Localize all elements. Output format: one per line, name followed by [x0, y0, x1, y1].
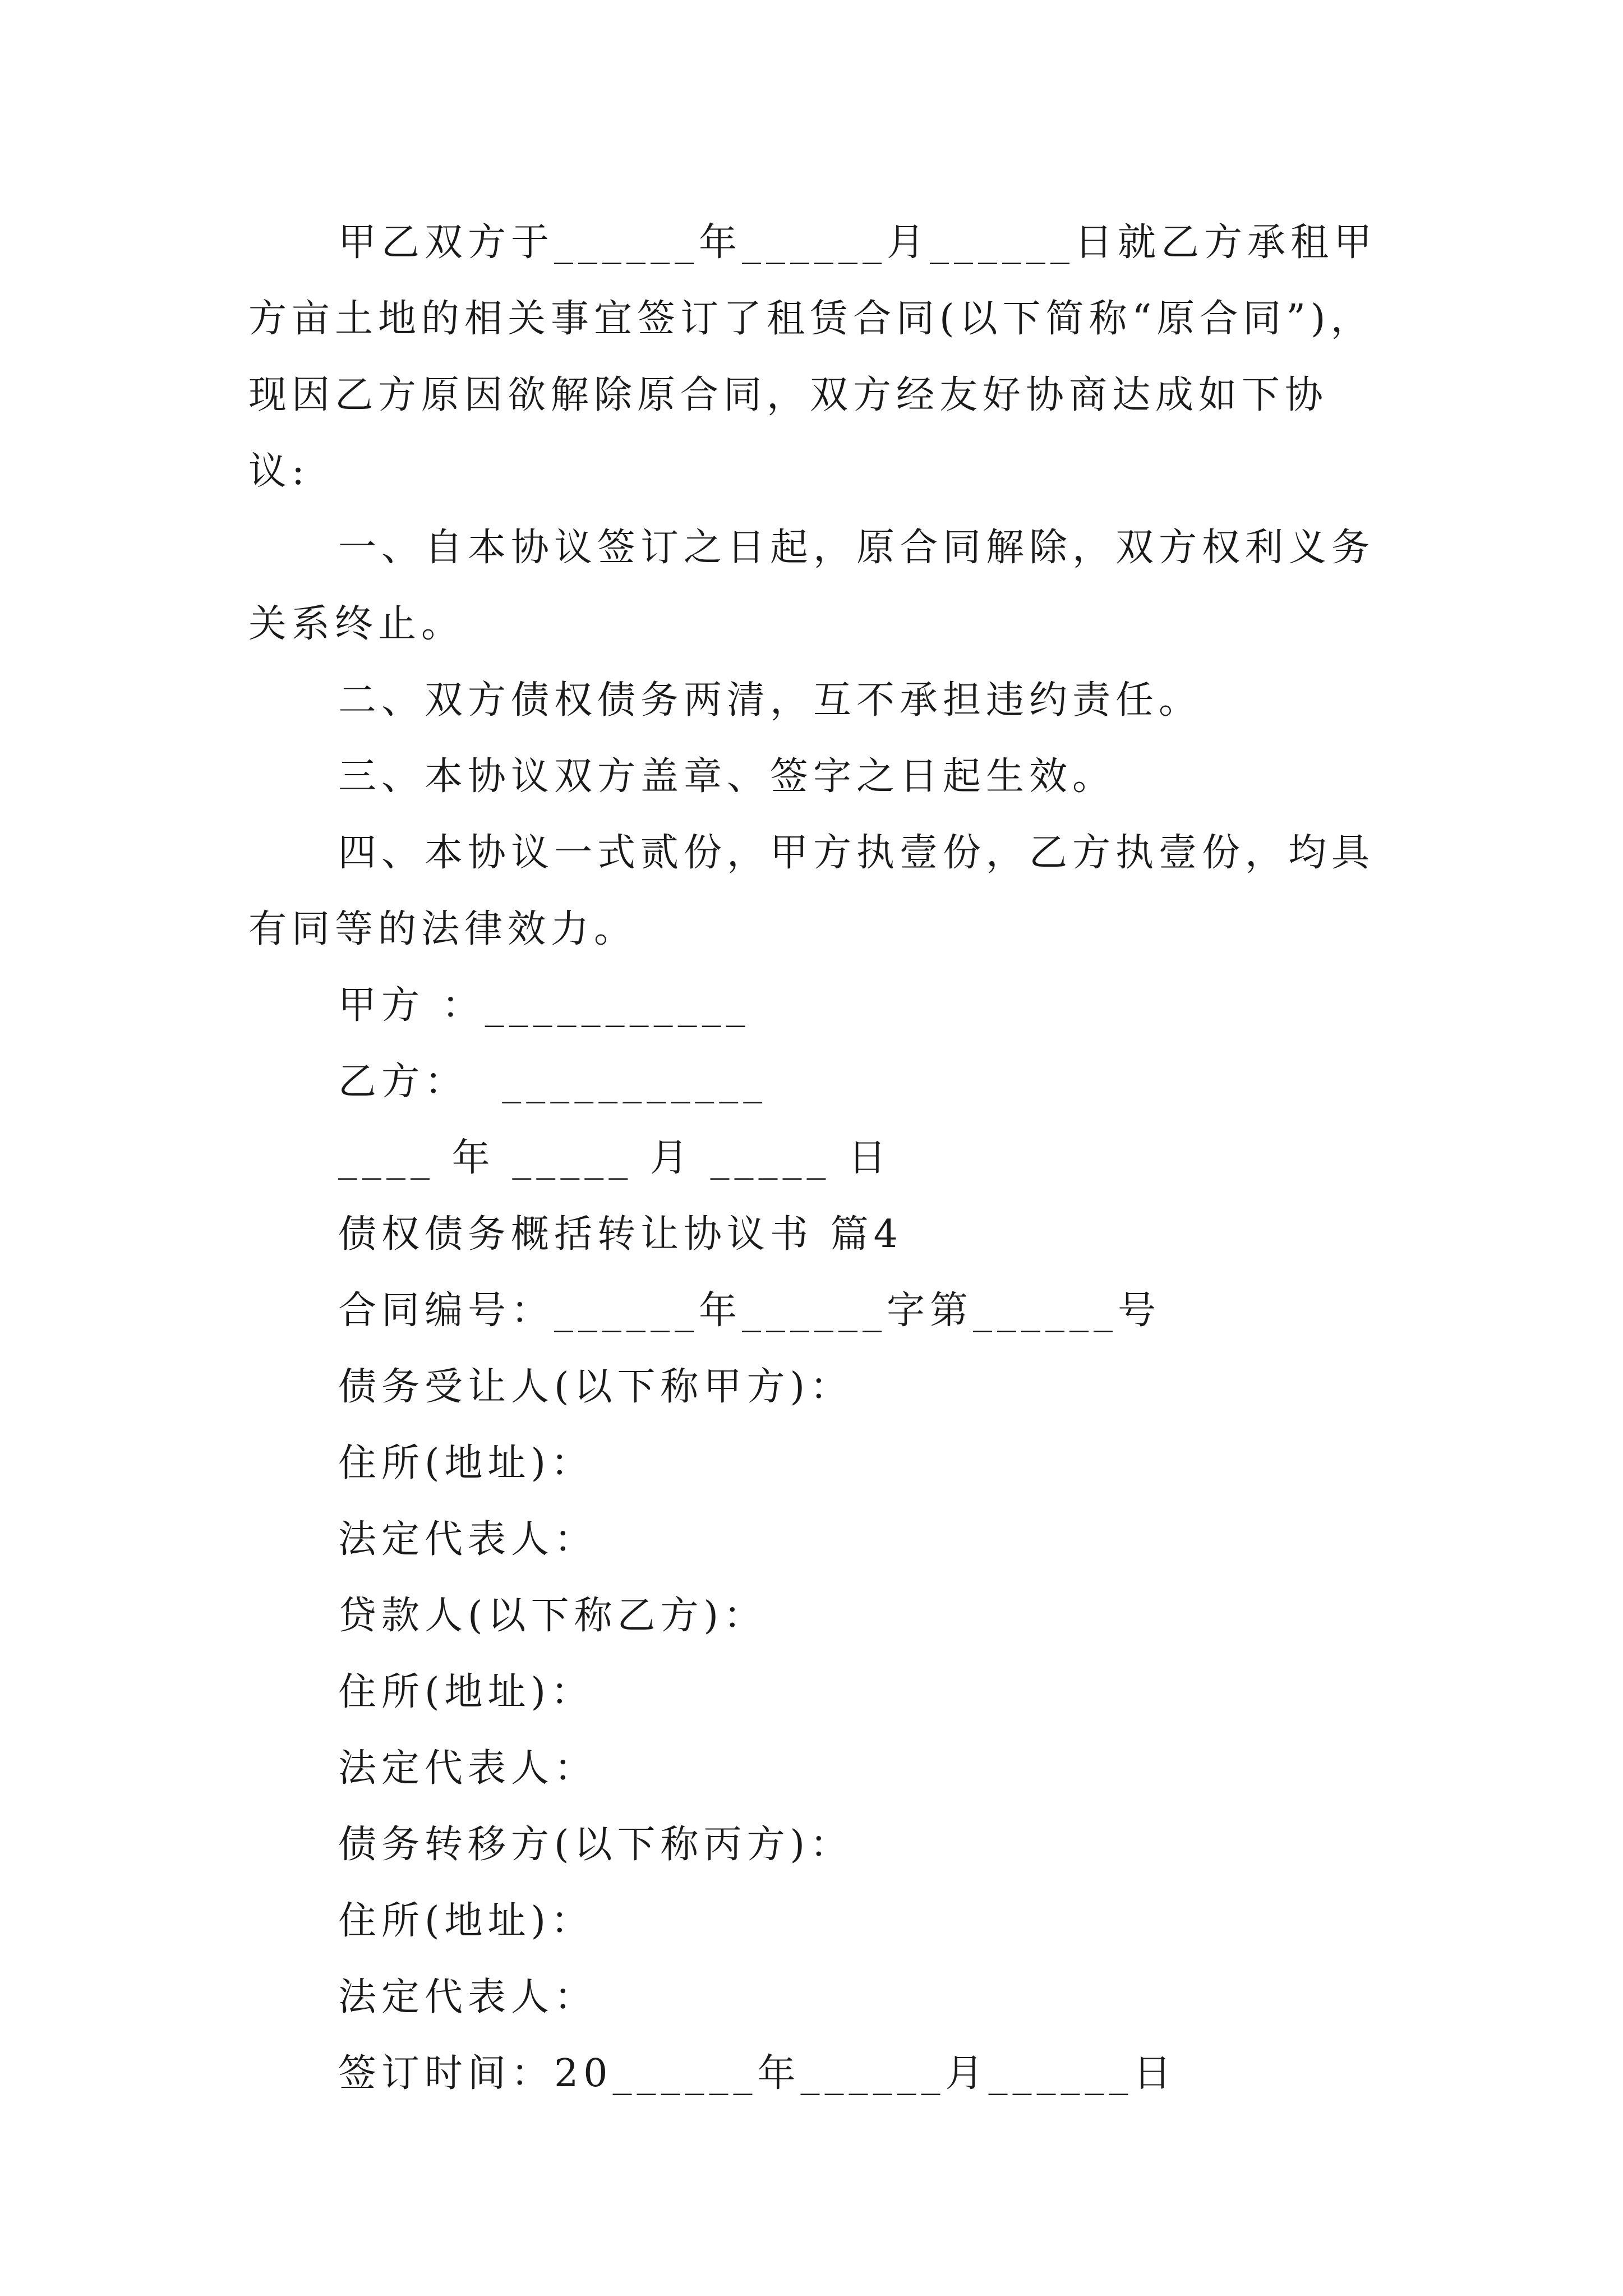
signing-time: 签订时间：20______年______月______日: [338, 2051, 1177, 2096]
clause-4: 四、本协议一式贰份，甲方执壹份，乙方执壹份，均具有同等的法律效力。: [248, 831, 1375, 951]
field-address: 住所(地址)：: [338, 1670, 594, 1714]
clause-2: 二、双方债权债务两清，互不承担违约责任。: [338, 678, 1202, 723]
clause-1: 一、自本协议签订之日起，原合同解除，双方权利义务关系终止。: [248, 526, 1375, 646]
field-debt-transferee: 债务受让人(以下称甲方)：: [338, 1365, 854, 1409]
contract-number: 合同编号：______年______字第______号: [338, 1289, 1161, 1333]
field-address: 住所(地址)：: [338, 1899, 594, 1943]
clause-3: 三、本协议双方盖章、签字之日起生效。: [338, 754, 1116, 799]
field-lender: 贷款人(以下称乙方)：: [338, 1594, 767, 1638]
party-a-signature-line: 甲方 ：___________: [338, 983, 750, 1028]
date-line: ____ 年 _____ 月 _____ 日: [338, 1136, 892, 1180]
field-legal-representative: 法定代表人：: [338, 1746, 598, 1791]
section-title: 债权债务概括转让协议书 篇4: [338, 1212, 903, 1257]
document-body: [248, 205, 1387, 2112]
intro-paragraph: 甲乙双方于______年______月______日就乙方承租甲方亩土地的相关事宜签订了租赁合同(以下简称“原合同”)，现因乙方原因欲解除原合同，双方经友好协商达成如下协议:: [248, 220, 1377, 494]
field-legal-representative: 法定代表人：: [338, 1975, 598, 2019]
field-address: 住所(地址)：: [338, 1441, 594, 1485]
field-legal-representative: 法定代表人：: [338, 1517, 598, 1562]
party-b-signature-line: 乙方： ___________: [338, 1060, 768, 1104]
field-debt-transferor: 债务转移方(以下称丙方)：: [338, 1823, 854, 1867]
